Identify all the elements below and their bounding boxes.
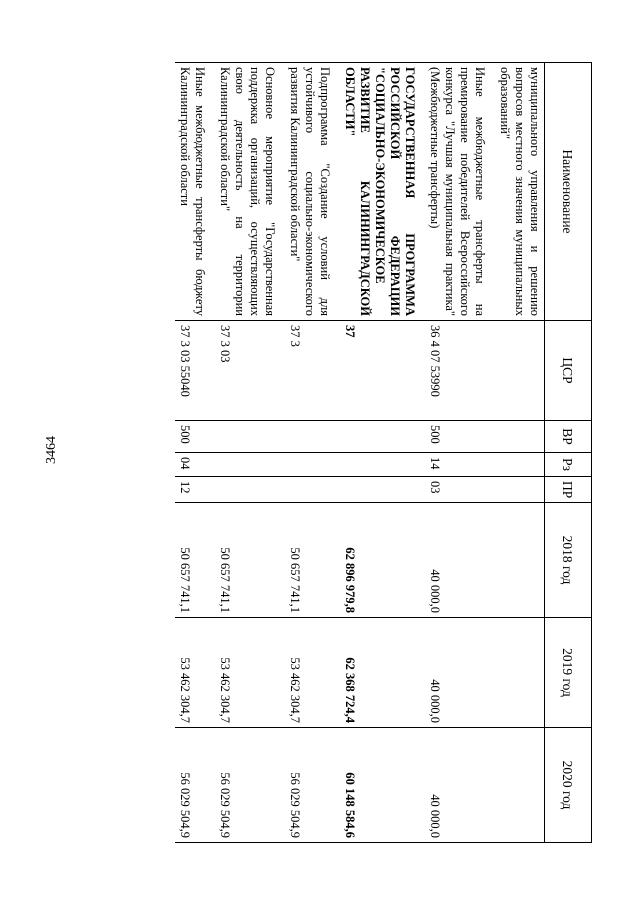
row-2020: 60 148 584,6: [340, 728, 419, 843]
row-vr: [340, 421, 419, 453]
row-csr: 37 3: [285, 321, 334, 421]
row-2018: 50 657 741,1: [215, 503, 279, 618]
header-2018: 2018 год: [545, 503, 592, 618]
row-2020: 40 000,0: [425, 728, 489, 843]
row-pr: [495, 477, 545, 503]
row-2020: [495, 728, 545, 843]
header-2019: 2019 год: [545, 618, 592, 728]
row-2018: 40 000,0: [425, 503, 489, 618]
row-csr: 37 3 03: [215, 321, 279, 421]
table-header-row: [545, 63, 592, 843]
table-row: [495, 63, 545, 843]
row-pr: [215, 477, 279, 503]
row-2019: 40 000,0: [425, 618, 489, 728]
row-vr: [495, 421, 545, 453]
row-name: муниципального управления и решению вопросов местного значения муниципальных образований": [495, 63, 545, 321]
row-csr: 36 4 07 53990: [425, 321, 489, 421]
row-2019: 53 462 304,7: [285, 618, 334, 728]
row-rz: [215, 453, 279, 477]
row-rz: 14: [425, 453, 489, 477]
row-name: Подпрограмма "Создание условий для устойчивого социально-экономического развития Калининградской области": [285, 63, 334, 321]
budget-table: [175, 62, 592, 843]
header-pr: ПР: [545, 477, 592, 503]
row-vr: [285, 421, 334, 453]
budget-table-page: [116, 62, 592, 842]
page-number: 3464: [44, 436, 59, 464]
row-pr: 12: [175, 477, 209, 503]
row-2018: 50 657 741,1: [175, 503, 209, 618]
header-vr: ВР: [545, 421, 592, 453]
row-2018: 62 896 979,8: [340, 503, 419, 618]
row-2019: [495, 618, 545, 728]
row-rz: [495, 453, 545, 477]
row-csr: 37 3 03 55040: [175, 321, 209, 421]
row-2018: 50 657 741,1: [285, 503, 334, 618]
header-rz: Рз: [545, 453, 592, 477]
row-rz: 04: [175, 453, 209, 477]
row-2020: 56 029 504,9: [285, 728, 334, 843]
row-vr: [215, 421, 279, 453]
row-vr: 500: [425, 421, 489, 453]
row-rz: [340, 453, 419, 477]
table-row: [175, 63, 209, 843]
table-row: [285, 63, 334, 843]
row-2020: 56 029 504,9: [175, 728, 209, 843]
row-csr: [495, 321, 545, 421]
row-2019: 62 368 724,4: [340, 618, 419, 728]
row-csr: 37: [340, 321, 419, 421]
row-name: Основное мероприятие "Государственная поддержка организаций, осуществляющих свою деятельность на территории Калининградской области": [215, 63, 279, 321]
row-2018: [495, 503, 545, 618]
row-2019: 53 462 304,7: [215, 618, 279, 728]
row-name: Иные межбюджетные трансферты на премирование победителей Всероссийского конкурса "Лучшая муниципальная практика" (Межбюджетные трансферты): [425, 63, 489, 321]
row-pr: [340, 477, 419, 503]
row-pr: [285, 477, 334, 503]
row-vr: 500: [175, 421, 209, 453]
row-pr: 03: [425, 477, 489, 503]
row-name: ГОСУДАРСТВЕННАЯ ПРОГРАММА РОССИЙСКОЙ ФЕДЕРАЦИИ "СОЦИАЛЬНО-ЭКОНОМИЧЕСКОЕ РАЗВИТИЕ КАЛИНИНГРАДСКОЙ ОБЛАСТИ": [340, 63, 419, 321]
header-2020: 2020 год: [545, 728, 592, 843]
row-2019: 53 462 304,7: [175, 618, 209, 728]
header-name: Наименование: [545, 63, 592, 321]
table-row: [215, 63, 279, 843]
table-row: [425, 63, 489, 843]
row-name: Иные межбюджетные трансферты бюджету Калининградской области: [175, 63, 209, 321]
table-row: [340, 63, 419, 843]
row-rz: [285, 453, 334, 477]
header-csr: ЦСР: [545, 321, 592, 421]
row-2020: 56 029 504,9: [215, 728, 279, 843]
